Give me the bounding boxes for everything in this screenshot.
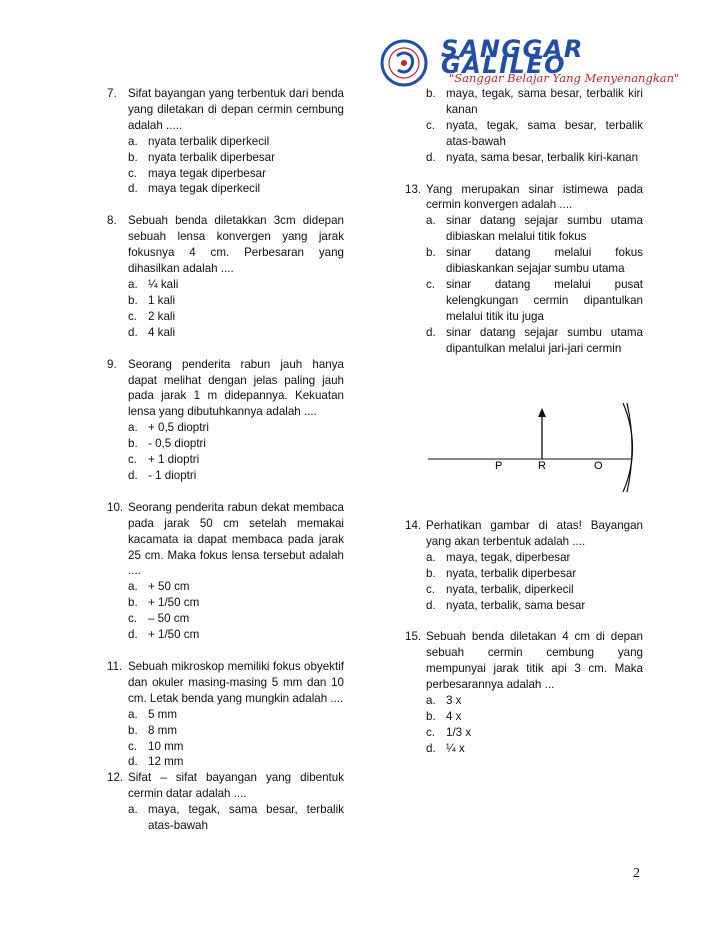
options-list [128,802,344,834]
option-item [128,420,344,436]
question-number: 7. [107,87,117,100]
option-text: 1/3 x [446,725,472,739]
option-text: + 1/50 cm [148,596,200,610]
question-8 [107,213,344,340]
question-number: 14. [405,519,422,532]
option-letter: b. [128,293,138,307]
question-text: Sifat bayangan yang terbentuk dari benda yang diletakan di depan cermin cembung adalah ..... [128,87,344,132]
option-text: maya tegak diperbesar [148,166,266,180]
question-body [426,629,643,756]
question-number: 10. [107,500,124,514]
option-letter: b. [128,150,138,164]
question-text: Sebuah mikroskop memiliki fokus obyektif dan okuler masing-masing 5 mm dan 10 cm. Letak benda yang mungkin adalah .... [128,660,344,705]
options-list [426,693,643,757]
question-body [128,659,344,770]
question-text: Sifat – sifat bayangan yang dibentuk cermin datar adalah .... [128,771,344,801]
question-body [128,86,344,197]
option-text: maya, tegak, sama besar, terbalik atas-bawah [148,803,344,833]
option-text: sinar datang sejajar sumbu utama dibiaskan melalui titik fokus [446,214,643,244]
question-14 [405,518,643,613]
question-11 [107,659,344,770]
option-item [426,550,643,566]
option-text: 12 mm [148,755,184,769]
option-item [128,166,344,182]
option-text: ¼ kali [148,277,179,291]
option-letter: b. [128,437,138,451]
option-item [128,293,344,309]
option-text: + 50 cm [148,580,190,594]
question-body [128,213,344,340]
option-letter: d. [128,755,138,769]
option-text: nyata, terbalik diperbesar [446,566,577,580]
option-letter: d. [426,741,436,755]
option-text: sinar datang melalui fokus dibiaskankan sejajar sumbu utama [446,246,643,276]
question-number: 12. [107,771,124,785]
option-letter: b. [128,596,138,610]
question-body [128,500,344,643]
option-letter: b. [128,723,138,737]
option-item [128,181,344,197]
option-item [128,595,344,611]
option-text: nyata terbalik diperbesar [148,150,275,164]
option-text: 2 kali [148,309,176,323]
object-arrow-head [538,408,546,417]
option-letter: c. [128,739,138,753]
option-item [426,598,643,614]
mirror-curve-outer [623,403,633,492]
label-p: P [495,460,503,472]
option-text: nyata, tegak, sama besar, terbalik atas-bawah [446,118,643,148]
option-item [128,452,344,468]
option-letter: d. [128,325,138,339]
option-text: sinar datang melalui pusat kelengkungan cermin dipantulkan melalui titik itu juga [446,277,643,323]
question-15 [405,629,643,756]
option-letter: a. [426,550,436,564]
option-letter: b. [426,709,436,723]
option-letter: c. [426,277,436,291]
question-body [128,357,344,484]
option-item [128,579,344,595]
option-item [128,468,344,484]
option-item [128,134,344,150]
option-text: maya tegak diperkecil [148,182,261,196]
question-number: 8. [107,214,117,228]
option-text: 5 mm [148,707,177,721]
option-text: - 0,5 dioptri [148,437,206,451]
option-item [426,245,643,277]
option-letter: a. [128,707,138,721]
option-text: 4 x [446,709,462,723]
question-text: Sebuah benda diletakkan 3cm didepan sebuah lensa konvergen yang jarak fokusnya 4 cm. Perbesaran yang dihasilkan adalah .... [128,214,344,276]
option-letter: c. [426,582,436,596]
option-letter: a. [128,803,138,817]
options-list [426,213,643,356]
option-item [426,118,643,150]
question-body [128,770,344,834]
option-letter: c. [426,725,436,739]
option-text: sinar datang sejajar sumbu utama dipantulkan melalui jari-jari cermin [446,325,643,355]
option-item [128,309,344,325]
option-letter: b. [426,87,436,100]
question-body [426,182,643,357]
option-letter: c. [128,309,138,323]
option-text: nyata, sama besar, terbalik kiri-kanan [446,150,639,164]
option-letter: d. [426,598,436,612]
option-text: + 1 dioptri [148,453,200,467]
option-letter: c. [128,453,138,467]
option-text: maya, tegak, sama besar, terbalik kiri kanan [446,87,643,116]
option-item [426,325,643,357]
option-letter: b. [426,246,436,260]
question-13 [405,182,643,357]
right-column [405,86,643,373]
option-letter: d. [128,182,138,196]
option-text: 10 mm [148,739,184,753]
question-12 [107,770,344,834]
option-item [128,611,344,627]
right-column-lower [405,518,643,773]
option-text: nyata, terbalik, diperkecil [446,582,574,596]
option-letter: c. [426,118,436,132]
option-text: 3 x [446,694,462,708]
option-text: – 50 cm [148,612,190,626]
question-text: Seorang penderita rabun dekat membaca pada jarak 50 cm setelah memakai kacamata ia dapat membaca pada jarak 25 cm. Maka fokus lensa tersebut adalah .... [128,500,344,578]
options-list [128,579,344,643]
option-item [426,709,643,725]
option-letter: c. [128,166,138,180]
option-text: + 0,5 dioptri [148,421,209,435]
question-text: Yang merupakan sinar istimewa pada cermin konvergen adalah .... [426,182,643,212]
option-text: ¼ x [446,741,465,755]
option-item [426,150,643,166]
concave-mirror-figure [428,398,648,493]
option-letter: a. [426,214,436,228]
option-item [128,707,344,723]
question-number: 13. [405,182,422,196]
option-item [128,802,344,834]
options-list [128,134,344,198]
option-letter: a. [128,580,138,594]
mirror-diagram [428,398,648,493]
option-text: 1 kali [148,293,176,307]
option-text: + 1/50 cm [148,628,200,642]
option-item [426,566,643,582]
option-item [128,277,344,293]
option-item [426,213,643,245]
question-number: 11. [107,660,123,673]
option-item [128,436,344,452]
option-text: nyata terbalik diperkecil [148,134,270,148]
option-text: maya, tegak, diperbesar [446,550,571,564]
option-item [426,277,643,325]
option-text: 8 mm [148,723,177,737]
logo-title: SANGGAR GALILEO [441,35,584,79]
question-number: 9. [107,357,117,371]
left-column [107,86,344,850]
options-list [128,277,344,341]
logo-tagline: "Sanggar Belajar Yang Menyenangkan" [449,71,680,85]
logo-seal-icon [377,38,437,88]
option-letter: d. [426,325,436,339]
question-text: Sebuah benda diletakan 4 cm di depan sebuah cermin cembung yang mempunyai jarak titik api 3 cm. Maka perbesarannya adalah ... [426,630,643,692]
option-item [128,739,344,755]
option-letter: d. [128,468,138,482]
option-item [426,725,643,741]
page-number: 2 [633,866,640,881]
question-text: Seorang penderita rabun jauh hanya dapat melihat dengan jelas paling jauh pada jarak 1 m didepannya. Kekuatan lensa yang dibutuhkannya adalah .... [128,357,344,419]
question-body [426,518,643,613]
option-item [128,627,344,643]
option-letter: a. [128,277,138,291]
option-text: 4 kali [148,325,176,339]
option-item [128,754,344,770]
option-item [128,723,344,739]
option-item [128,325,344,341]
option-letter: d. [128,628,138,642]
label-o: O [594,460,603,472]
question-text: Perhatikan gambar di atas! Bayangan yang akan terbentuk adalah .... [426,519,643,548]
option-item [128,150,344,166]
option-letter: c. [128,612,138,626]
option-item [426,582,643,598]
option-letter: a. [128,134,138,148]
option-text: nyata, terbalik, sama besar [446,598,586,612]
options-list [128,707,344,771]
option-letter: b. [426,566,436,580]
question-10 [107,500,344,643]
question-12-continued [426,86,643,166]
question-9 [107,357,344,484]
option-letter: a. [426,694,436,708]
options-list [426,550,643,614]
option-letter: a. [128,421,138,435]
option-item [426,86,643,118]
options-list [128,420,344,484]
question-number: 15. [405,630,422,644]
option-text: - 1 dioptri [148,468,197,482]
question-7 [107,86,344,197]
option-item [426,741,643,757]
sanggar-galileo-logo [377,35,680,88]
option-item [426,693,643,709]
label-r: R [538,460,546,472]
option-letter: d. [426,150,436,164]
